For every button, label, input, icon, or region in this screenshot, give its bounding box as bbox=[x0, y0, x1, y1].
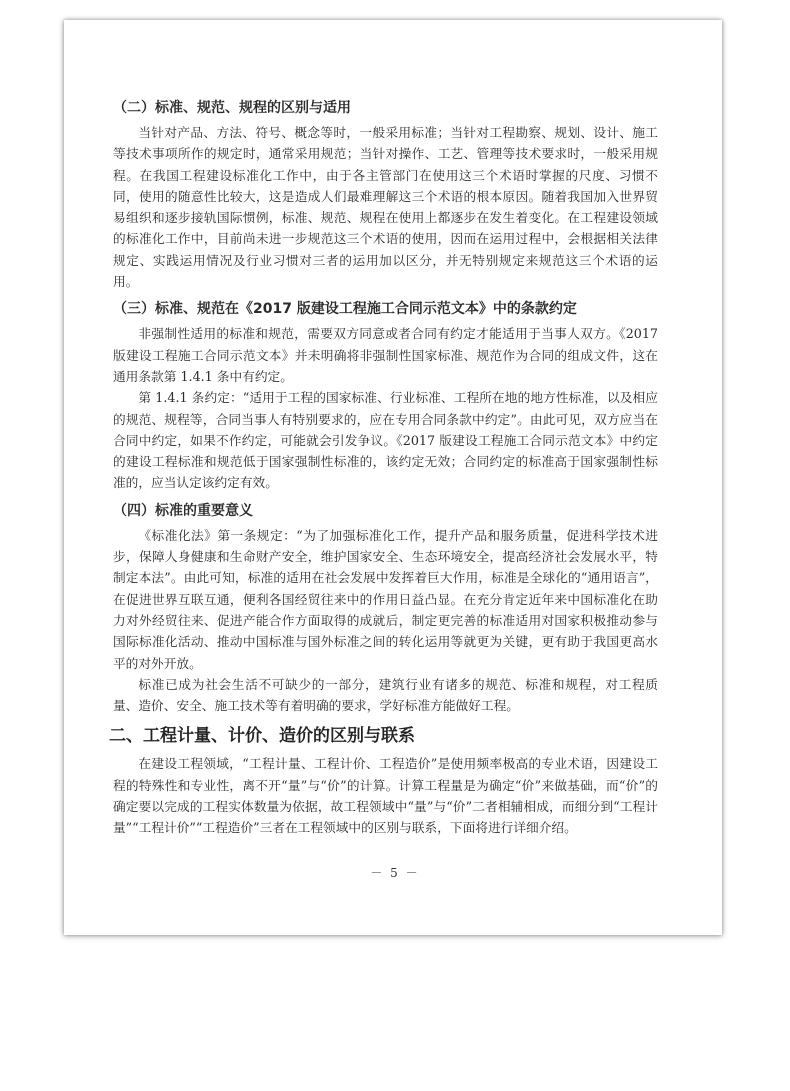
section-heading-2: （二）标准、规范、规程的区别与适用 bbox=[113, 100, 351, 116]
page-number: － 5 － bbox=[370, 866, 420, 880]
section-4-paragraph-1: 《标准化法》第一条规定：“为了加强标准化工作，提升产品和服务质量，促进科学技术进步，保障人身健康和生命财产安全，维护国家安全、生态环境安全，提高经济社会发展水平，特制定本法”。由此可知，标准的适用在社会发展中发挥着巨大作用，标准是全球化的“通用语言”，在促进世界互联互通，便利各国经贸往来中的作用日益凸显。在充分肯定近年来中国标准化在助力对外经贸往来、促进产能合作方面取得的成就后，制定更完善的标准适用对国家积极推动参与国际标准化活动、推动中国标准与国外标准之间的转化运用等就更为关键，更有助于我国更高水平的对外开放。 bbox=[113, 527, 658, 671]
section-2-paragraph-1: 当针对产品、方法、符号、概念等时，一般采用标准；当针对工程勘察、规划、设计、施工等技术事项所作的规定时，通常采用规范；当针对操作、工艺、管理等技术要求时，一般采用规程。在我国工程建设标准化工作中，由于各主管部门在使用这三个术语时掌握的尺度、习惯不同，使用的随意性比较大，这是造成人们最难理解这三个术语的根本原因。随着我国加入世界贸易组织和逐步接轨国际惯例，标准、规范、规程在使用上都逐步在发生着变化。在工程建设领域的标准化工作中，目前尚未进一步规范这三个术语的使用，因而在运用过程中，会根据相关法律规定、实践运用情况及行业习惯对三者的运用加以区分，并无特别规定来规范这三个术语的运用。 bbox=[113, 125, 658, 290]
section-3-paragraph-1: 非强制性适用的标准和规范，需要双方同意或者合同有约定才能适用于当事人双方。《2017 版建设工程施工合同示范文本》并未明确将非强制性国家标准、规范作为合同的组成文件，这在通用条款第 1.4.1 条中有约定。 bbox=[113, 326, 658, 384]
section-3-paragraph-2: 第 1.4.1 条约定：“适用于工程的国家标准、行业标准、工程所在地的地方性标准，以及相应的规范、规程等，合同当事人有特别要求的，应在专用合同条款中约定”。由此可见，双方应当在合同中约定，如果不作约定，可能就会引发争议。《2017 版建设工程施工合同示范文本》中约定的建设工程标准和规范低于国家强制性标准的，该约定无效；合同约定的标准高于国家强制性标准的，应当认定该约定有效。 bbox=[113, 390, 658, 491]
chapter-heading: 二、工程计量、计价、造价的区别与联系 bbox=[109, 726, 415, 747]
section-4-paragraph-2: 标准已成为社会生活不可缺少的一部分，建筑行业有诸多的规范、标准和规程，对工程质量、造价、安全、施工技术等有着明确的要求，学好标准方能做好工程。 bbox=[113, 676, 658, 714]
section-heading-4: （四）标准的重要意义 bbox=[113, 502, 253, 519]
chapter-paragraph-1: 在建设工程领域，“工程计量、工程计价、工程造价”是使用频率极高的专业术语，因建设工程的特殊性和专业性，离不开“量”与“价”的计算。计算工程量是为确定“价”来做基础，而“价”的确定要以完成的工程实体数量为依据，故工程领域中“量”与“价”二者相辅相成，而细分到“工程计量”“工程计价”“工程造价”三者在工程领域中的区别与联系，下面将进行详细介绍。 bbox=[113, 756, 658, 836]
section-heading-3: （三）标准、规范在《2017 版建设工程施工合同示范文本》中的条款约定 bbox=[113, 301, 577, 318]
page-content bbox=[109, 97, 658, 839]
